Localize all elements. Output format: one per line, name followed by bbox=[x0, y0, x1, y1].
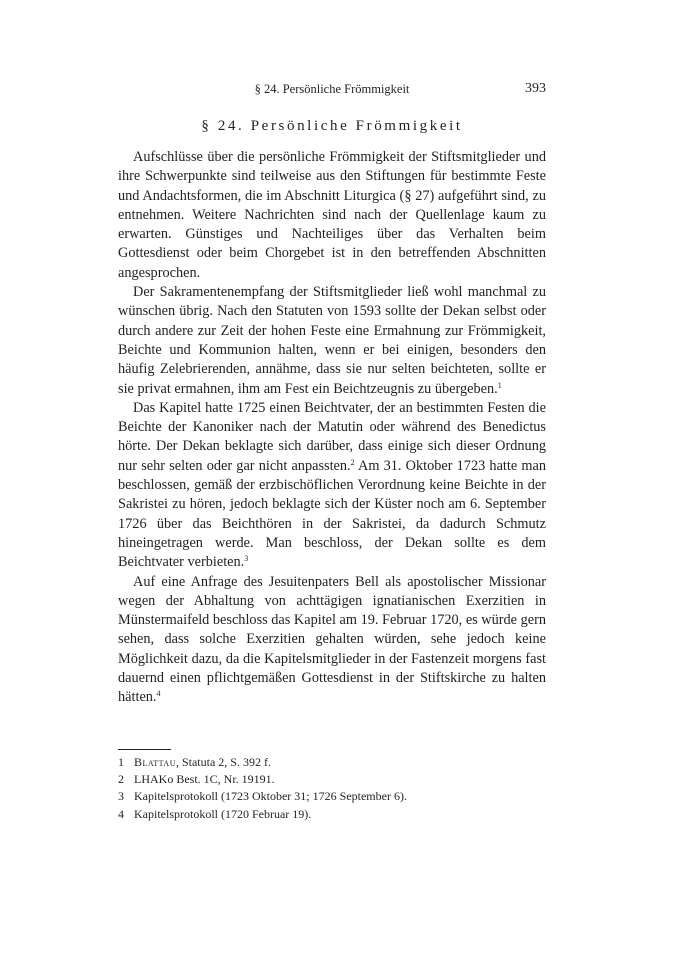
footnote-number: 1 bbox=[118, 755, 124, 769]
footnote-ref[interactable]: 4 bbox=[156, 689, 161, 699]
paragraph-text: Das Kapitel hatte 1725 einen Beichtvater, der an bestimmten Festen die Beichte der Kanoniker nach der Matutin oder während des Benedictus hörte. Der Dekan beklagte sich darüber, dass einige sich dieser Ordnung nur sehr selten oder gar nicht anpassten. bbox=[118, 399, 546, 474]
paragraph-text: Auf eine Anfrage des Jesuitenpaters Bell als apostolischer Missionar wegen der Abhaltung von achttägigen ignatianischen Exerzitien in Münstermaifeld beschloss das Kapitel am 19. Februar 1720, es würde gern sehen, dass solche Exerzitien gehalten würden, sehe jedoch keine Möglichkeit dazu, da die Kapitelsmitglieder in der Fastenzeit morgens fast dauernd einen pflichtgemäßen Gottesdienst in der Stiftskirche zu halten hätten. bbox=[118, 573, 547, 706]
footnote bbox=[118, 771, 546, 788]
page-number: 393 bbox=[525, 81, 546, 96]
paragraph bbox=[118, 399, 546, 573]
section-title: § 24. Persönliche Frömmigkeit bbox=[201, 118, 463, 134]
paragraph-text: Am 31. Oktober 1723 hatte man beschlossen, gemäß der erzbischöflichen Verordnung keine Beichte in der Sakristei zu hören, jedoch beklagte sich der Küster noch am 6. September 1726 über das Beichthören in der Sakristei, da dadurch Schmutz hineingetragen werde. Man beschloss, der Dekan sollte es dem Beichtvater verbieten. bbox=[118, 457, 546, 571]
footnote bbox=[118, 806, 546, 823]
footnotes bbox=[118, 754, 546, 823]
footnote bbox=[118, 788, 546, 805]
footnote-number: 4 bbox=[118, 806, 124, 821]
running-title: § 24. Persönliche Frömmigkeit bbox=[254, 82, 410, 96]
footnote-text bbox=[134, 754, 271, 771]
paragraph bbox=[118, 573, 546, 708]
footnote-separator bbox=[118, 749, 171, 750]
footnote-ref[interactable]: 2 bbox=[350, 457, 355, 467]
footnote-ref[interactable]: 1 bbox=[497, 380, 502, 390]
paragraph bbox=[118, 283, 546, 399]
footnote-body: Kapitelsprotokoll (1723 Oktober 31; 1726 September 6). bbox=[134, 789, 407, 804]
footnote-ref[interactable]: 3 bbox=[244, 554, 249, 564]
footnote bbox=[118, 754, 546, 771]
paragraph bbox=[118, 148, 546, 283]
footnote-number: 3 bbox=[118, 789, 124, 804]
paragraph-text: Der Sakramentenempfang der Stiftsmitglieder ließ wohl manchmal zu wünschen übrig. Nach den Statuten von 1593 sollte der Dekan selbst oder durch andere zur Zeit der hohen Feste eine Ermahnung zur Frömmigkeit, Beichte und Kommunion halten, wenn er bei einigen, besonders den häufig Zelebrierenden, annähme, dass sie nur selten beichteten, sollte er sie privat ermahnen, ihm am Fest ein Beichtzeugnis zu übergeben. bbox=[118, 284, 546, 397]
body-text bbox=[118, 148, 546, 708]
footnote-author: Blattau bbox=[134, 755, 176, 769]
running-header bbox=[118, 82, 546, 102]
footnote-number: 2 bbox=[118, 772, 124, 787]
paragraph-text: Aufschlüsse über die persönliche Frömmigkeit der Stiftsmitglieder und ihre Schwerpunkte sind teilweise aus den Stiftungen für bestimmte Feste und Andachtsformen, die im Abschnitt Liturgica (§ 27) aufgeführt sind, zu entnehmen. Weitere Nachrichten sind nach der Quellenlage kaum zu erwarten. Günstiges und Nachteiliges über das Verhalten beim Gottesdienst oder beim Chorgebet ist in den betreffenden Abschnitten angesprochen. bbox=[118, 149, 546, 281]
footnote-body: LHAKo Best. 1C, Nr. 19191. bbox=[134, 772, 275, 787]
footnote-body: Kapitelsprotokoll (1720 Februar 19). bbox=[134, 806, 312, 821]
footnote-body: , Statuta 2, S. 392 f. bbox=[175, 755, 271, 769]
